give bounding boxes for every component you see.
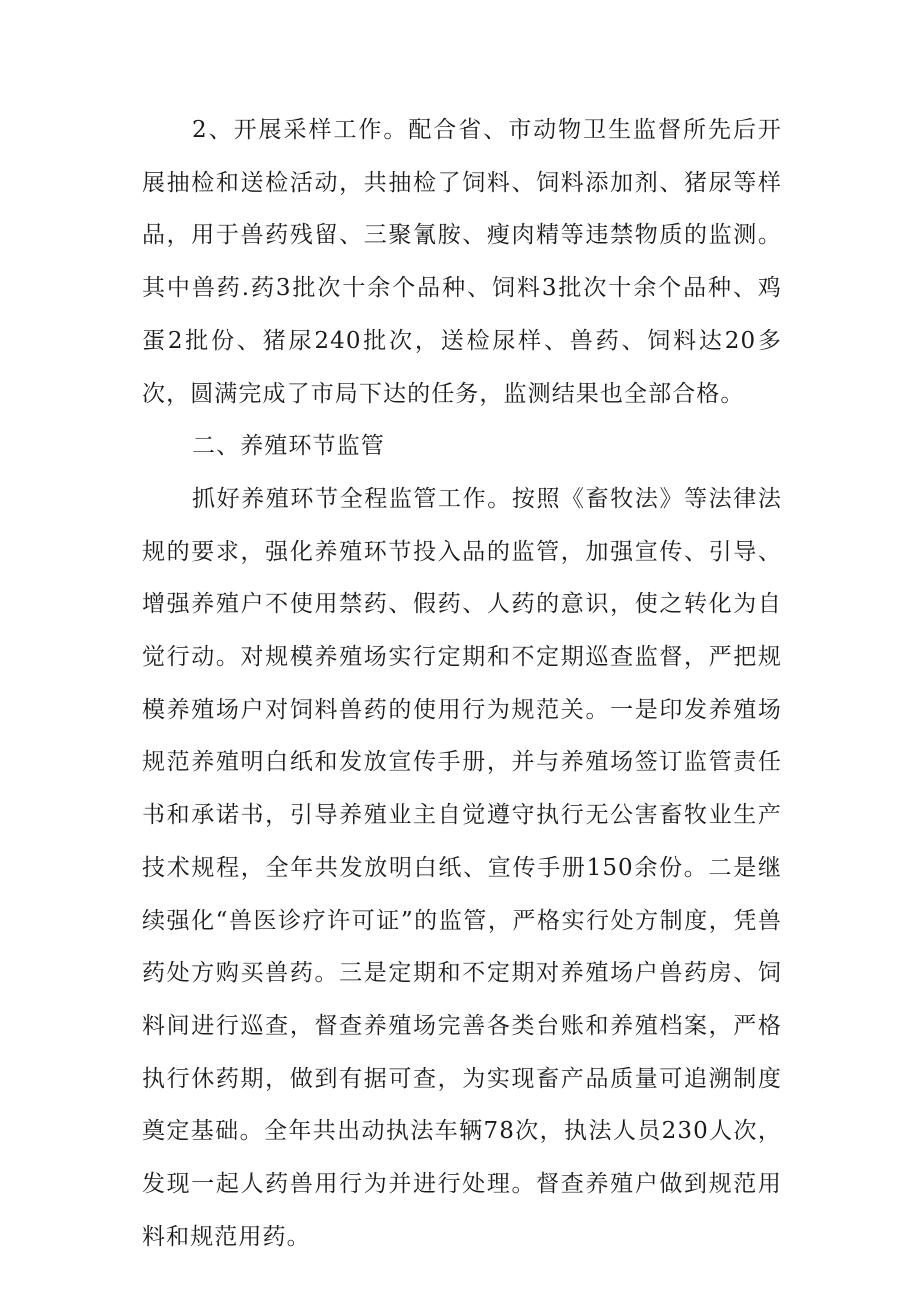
document-body [142, 104, 782, 1263]
paragraph-breeding-supervision: 抓好养殖环节全程监管工作。按照《畜牧法》等法律法规的要求，强化养殖环节投入品的监管，加强宣传、引导、增强养殖户不使用禁药、假药、人药的意识，使之转化为自觉行动。对规模养殖场实行定期和不定期巡查监督，严把规模养殖场户对饲料兽药的使用行为规范关。一是印发养殖场规范养殖明白纸和发放宣传手册，并与养殖场签订监管责任书和承诺书，引导养殖业主自觉遵守执行无公害畜牧业生产技术规程，全年共发放明白纸、宣传手册150余份。二是继续强化“兽医诊疗许可证”的监管，严格实行处方制度，凭兽药处方购买兽药。三是定期和不定期对养殖场户兽药房、饲料间进行巡查，督查养殖场完善各类台账和养殖档案，严格执行休药期，做到有据可查，为实现畜产品质量可追溯制度奠定基础。全年共出动执法车辆78次，执法人员230人次，发现一起人药兽用行为并进行处理。督查养殖户做到规范用料和规范用药。 [142, 485, 782, 1250]
paragraph-sampling-work: 2、开展采样工作。配合省、市动物卫生监督所先后开展抽检和送检活动，共抽检了饲料、饲料添加剂、猪尿等样品，用于兽药残留、三聚氰胺、瘦肉精等违禁物质的监测。其中兽药.药3批次十余个品种、饲料3批次十余个品种、鸡蛋2批份、猪尿240批次，送检尿样、兽药、饲料达20多次，圆满完成了市局下达的任务，监测结果也全部合格。 [142, 117, 782, 407]
section-heading-breeding-supervision: 二、养殖环节监管 [192, 433, 385, 460]
